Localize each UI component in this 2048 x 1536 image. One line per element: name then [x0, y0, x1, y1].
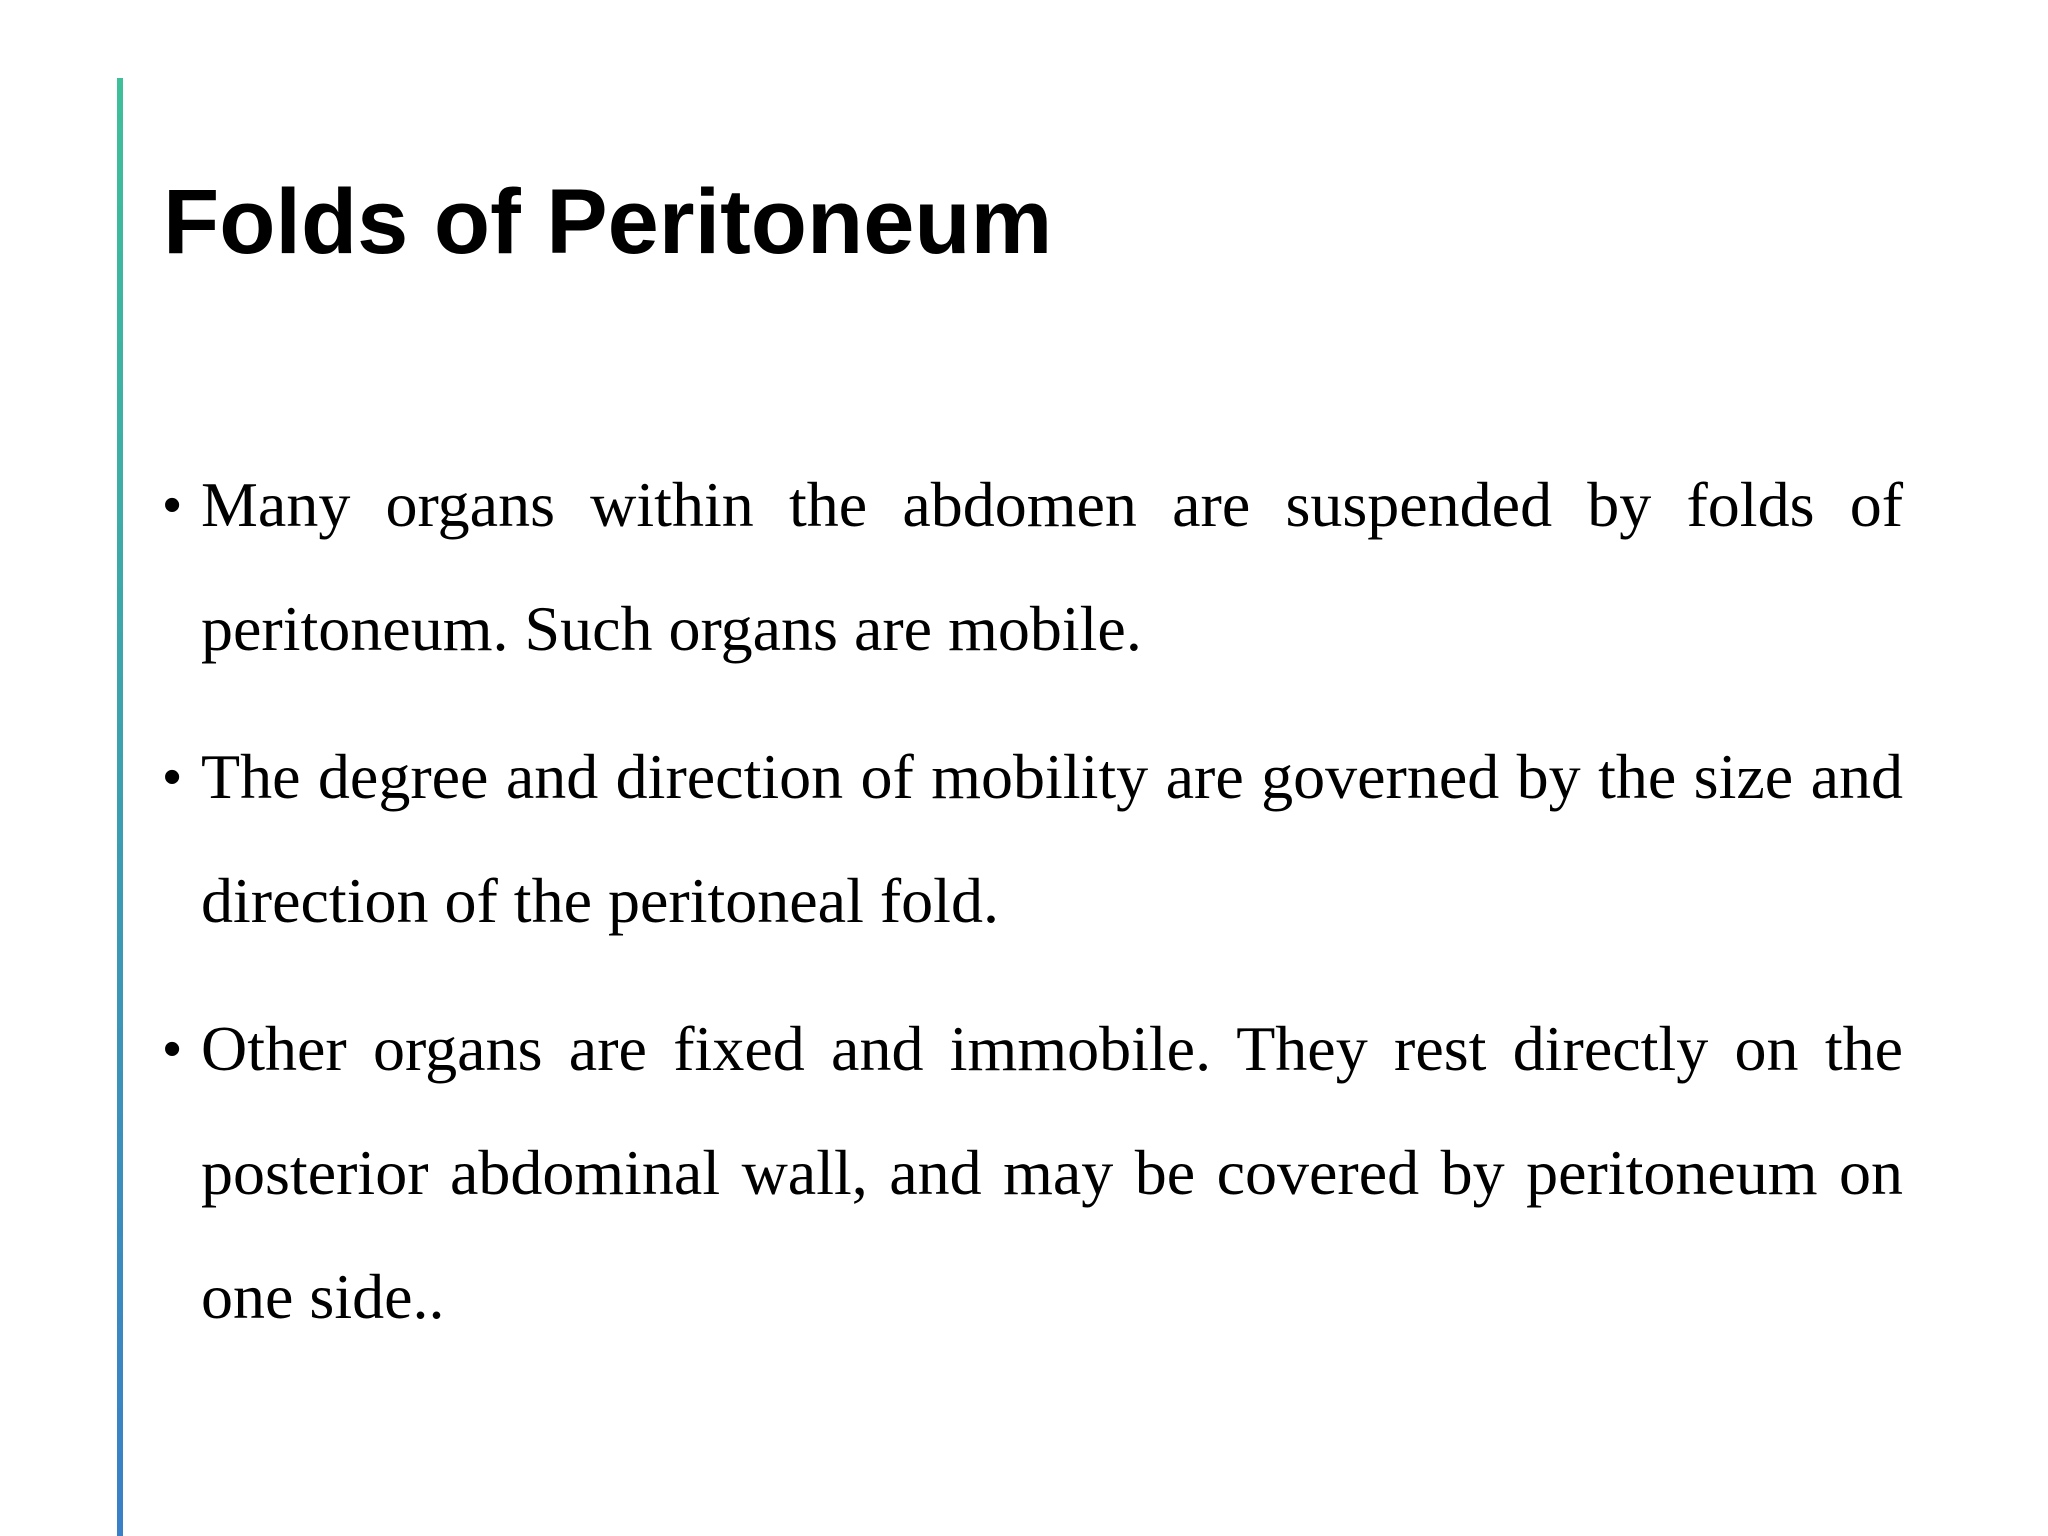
bullet-item: [163, 715, 1903, 963]
bullet-text: The degree and direction of mobility are governed by the size and direction of the peritoneal fold.: [201, 741, 1903, 936]
bullet-text: Many organs within the abdomen are suspended by folds of peritoneum. Such organs are mobile.: [201, 469, 1903, 664]
bullet-item: [163, 443, 1903, 691]
bullet-list: [163, 443, 1903, 1383]
bullet-icon: •: [163, 748, 182, 806]
accent-bar: [117, 78, 123, 1536]
bullet-text: Other organs are fixed and immobile. They rest directly on the posterior abdominal wall, and may be covered by peritoneum on one side..: [201, 1013, 1903, 1332]
slide-title: Folds of Peritoneum: [163, 171, 1053, 273]
bullet-item: [163, 987, 1903, 1359]
bullet-icon: •: [163, 1020, 182, 1078]
bullet-icon: •: [163, 476, 182, 534]
